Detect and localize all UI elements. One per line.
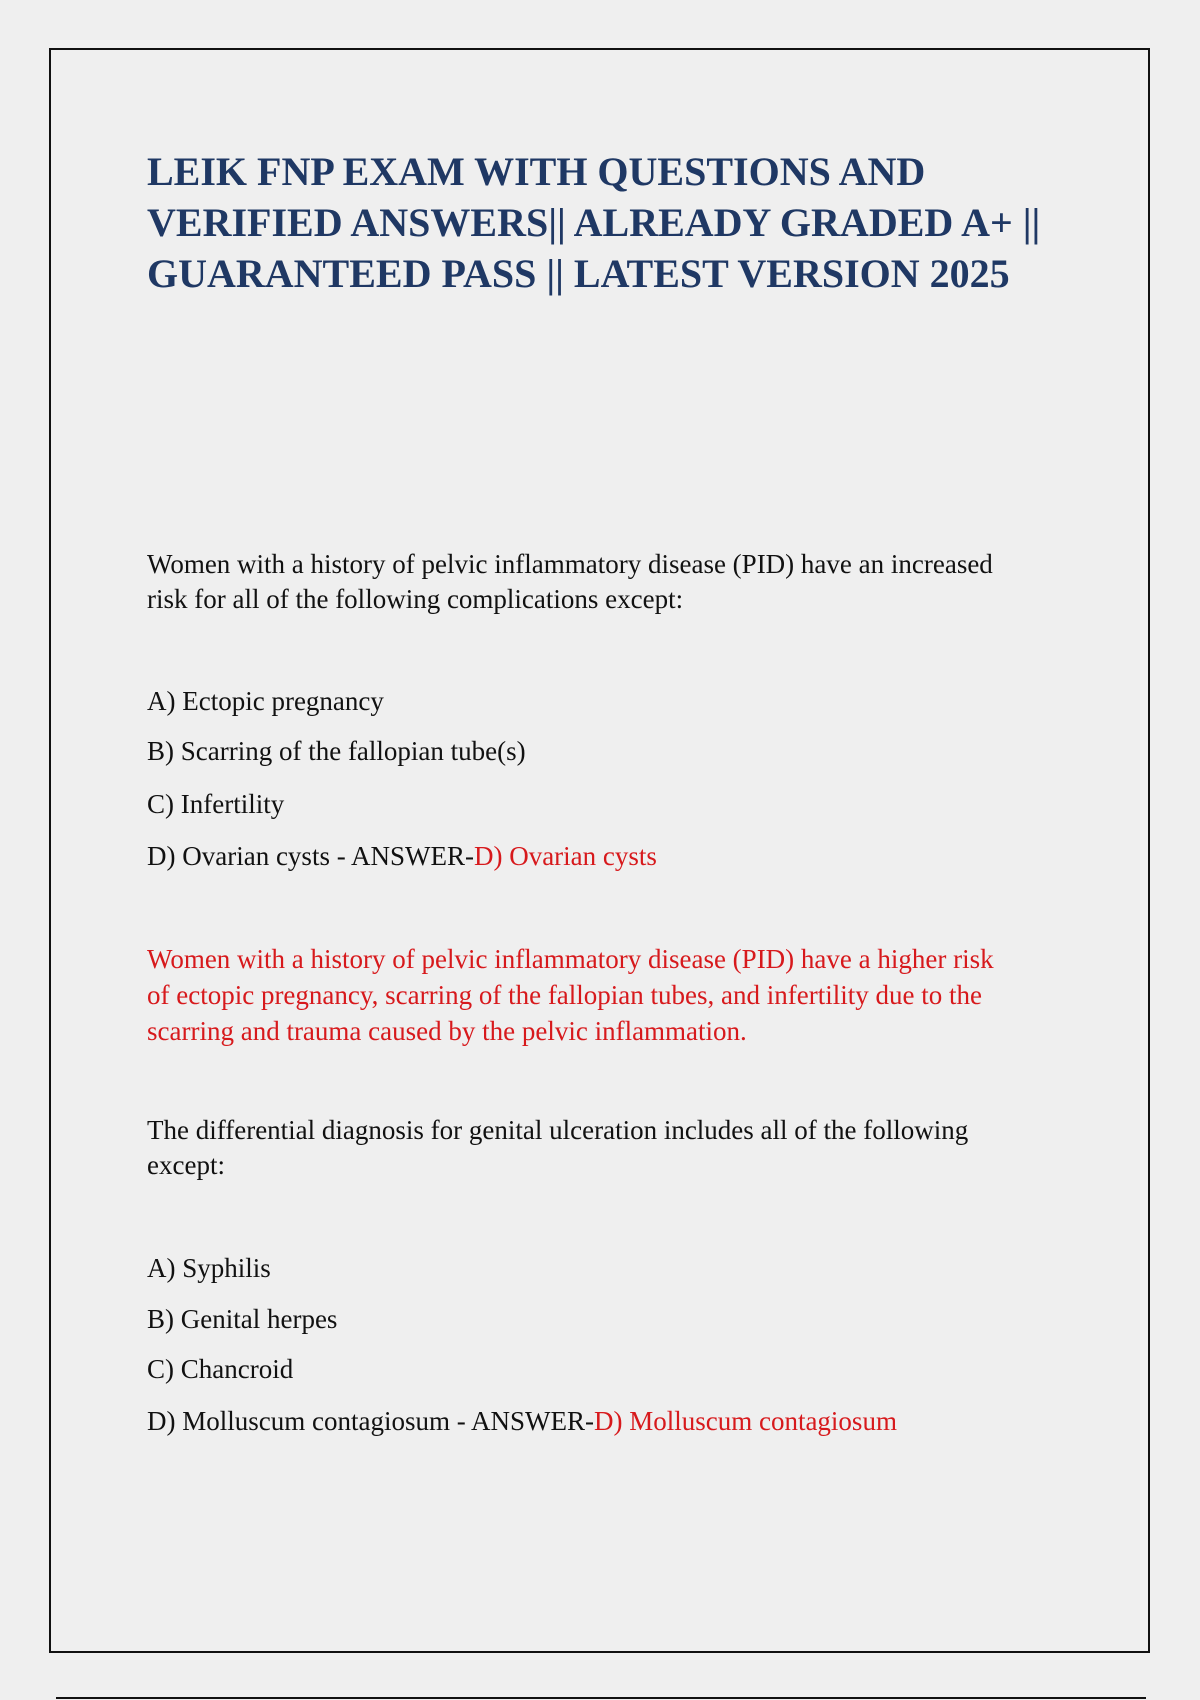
question-text-line: except: [147,1150,225,1180]
title-line: GUARANTEED PASS || LATEST VERSION 2025 [147,251,1010,296]
question-text-line: Women with a history of pelvic inflammatory disease (PID) have an increased [147,549,993,579]
question-1-option-a: A) Ectopic pregnancy [147,686,384,716]
question-1-text [147,547,1077,617]
question-2-option-b: B) Genital herpes [147,1304,338,1334]
question-1-explanation [147,941,1077,1049]
question-1-answer: D) Ovarian cysts [473,841,657,871]
explanation-line: Women with a history of pelvic inflammatory disease (PID) have a higher risk [147,944,994,974]
document-page [49,48,1150,1653]
option-d-label: D) Ovarian cysts - ANSWER- [147,841,474,871]
question-text-line: The differential diagnosis for genital ulceration includes all of the following [147,1115,969,1145]
option-d-label: D) Molluscum contagiosum - ANSWER- [147,1406,594,1436]
question-2-answer: D) Molluscum contagiosum [593,1406,897,1436]
title-line: VERIFIED ANSWERS|| ALREADY GRADED A+ || [147,200,1041,245]
question-2-option-d [147,1404,897,1439]
question-1-option-c: C) Infertility [147,789,285,819]
next-page-edge [56,1697,1146,1699]
title-line: LEIK FNP EXAM WITH QUESTIONS AND [147,149,926,194]
explanation-line: of ectopic pregnancy, scarring of the fallopian tubes, and infertility due to the [147,980,982,1010]
question-2-option-a: A) Syphilis [147,1253,271,1283]
question-1-option-d [147,839,657,874]
question-1-option-b: B) Scarring of the fallopian tube(s) [147,736,526,766]
explanation-line: scarring and trauma caused by the pelvic inflammation. [147,1016,747,1046]
question-2-text [147,1113,1077,1183]
question-2-option-c: C) Chancroid [147,1354,294,1384]
document-title [147,146,1107,299]
question-text-line: risk for all of the following complications except: [147,584,684,614]
